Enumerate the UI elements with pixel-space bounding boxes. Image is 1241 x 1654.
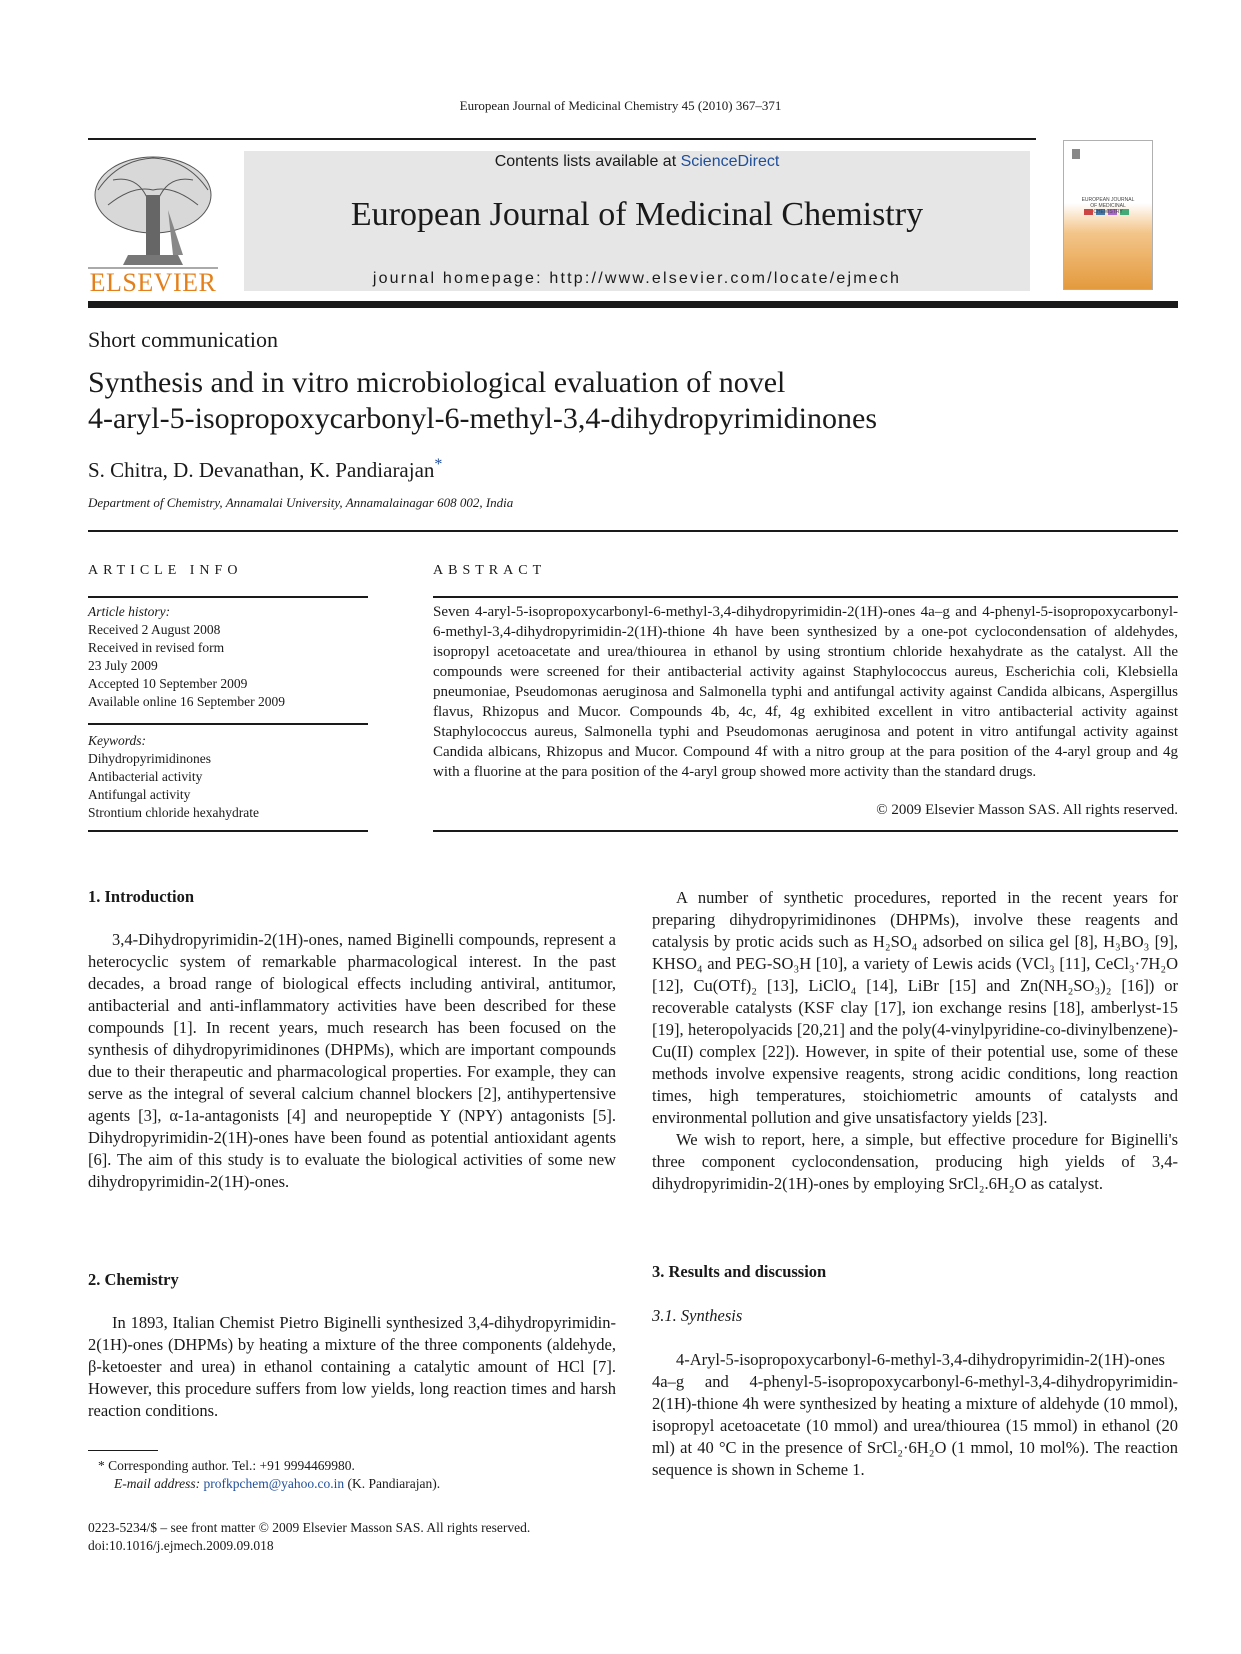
keywords-label: Keywords: — [88, 733, 146, 748]
journal-name: European Journal of Medicinal Chemistry — [350, 196, 924, 233]
elsevier-wordmark: ELSEVIER — [89, 268, 217, 297]
front-matter — [88, 1519, 616, 1555]
right-column-body — [652, 887, 1178, 1195]
corresponding-footnote — [88, 1457, 616, 1493]
abstract-text: Seven 4-aryl-5-isopropoxycarbonyl-6-methyl-3,4-dihydropyrimidin-2(1H)-ones 4a–g and 4-phenyl-5-isopropoxycarbonyl-6-methyl-3,4-dihydropyrimidin-2(1H)-thione 4h have been synthesized by a one-pot cyclocondensation of aldehydes, isopropyl acetoacetate and urea/thiourea in ethanol by using strontium chloride hexahydrate as the catalyst. All the compounds were screened for their antibacterial activity against Staphylococcus aureus, Escherichia coli, Klebsiella pneumoniae, Pseudomonas aeruginosa and Salmonella typhi and antifungal activity against Candida albicans, Aspergillus flavus, Rhizopus and Mucor. Compounds 4b, 4c, 4f, 4g exhibited excellent in vitro antibacterial activity against Staphylococcus aureus, Salmonella typhi and Pseudomonas aeruginosa and potent in vitro antifungal activity against Candida albicans, Rhizopus and Mucor. Compound 4f with a nitro group at the para position of the 4-aryl group and 4g with a fluorine at the para position of the 4-aryl group showed more activity than the standard drugs. — [433, 604, 1178, 780]
chemistry-body — [88, 1312, 616, 1422]
paragraph: We wish to report, here, a simple, but effective procedure for Biginelli's three component cyclocondensation, producing high yields of 3,4-dihydropyrimidin-2(1H)-ones by employing SrCl₂.6H₂O as catalyst. — [652, 1130, 1178, 1193]
abstract-rule — [433, 596, 1178, 598]
history-item: Received in revised form — [88, 640, 225, 655]
journal-cover-thumbnail — [1063, 140, 1153, 290]
article-info-heading: ARTICLE INFO — [88, 563, 243, 578]
corresponding-author-note: * Corresponding author. Tel.: +91 9994469980. — [98, 1458, 355, 1473]
title-bottom-rule — [88, 530, 1178, 532]
history-label: Article history: — [88, 604, 171, 619]
author-list — [88, 456, 442, 483]
cover-artwork — [1064, 141, 1152, 289]
introduction-body — [88, 929, 616, 1193]
email-line — [88, 1475, 616, 1493]
email-link[interactable]: profkpchem@yahoo.co.in — [203, 1476, 345, 1491]
section-heading-results: 3. Results and discussion — [652, 1262, 827, 1281]
title-line-1: Synthesis and in vitro microbiological evaluation of novel — [88, 366, 786, 399]
abstract-bottom-rule — [433, 830, 1178, 832]
title-line-2: 4-aryl-5-isopropoxycarbonyl-6-methyl-3,4-dihydropyrimidinones — [88, 402, 877, 435]
article-info-rule — [88, 596, 368, 598]
keyword-item: Dihydropyrimidinones — [88, 751, 211, 766]
section-heading-introduction: 1. Introduction — [88, 887, 195, 906]
sciencedirect-link[interactable]: ScienceDirect — [680, 153, 780, 170]
article-title — [88, 365, 1168, 437]
issn-line: 0223-5234/$ – see front matter © 2009 Elsevier Masson SAS. All rights reserved. — [88, 1520, 531, 1535]
keywords-rule — [88, 723, 368, 725]
footnote-rule — [88, 1450, 158, 1451]
article-type: Short communication — [88, 327, 279, 352]
keyword-item: Strontium chloride hexahydrate — [88, 805, 259, 820]
affiliation: Department of Chemistry, Annamalai University, Annamalainagar 608 002, India — [88, 495, 514, 510]
contents-prefix: Contents lists available at — [494, 153, 681, 170]
history-item: Received 2 August 2008 — [88, 622, 221, 637]
article-info-bottom-rule — [88, 830, 368, 832]
authors: S. Chitra, D. Devanathan, K. Pandiarajan — [88, 458, 435, 482]
corresponding-author-mark[interactable]: * — [434, 456, 443, 473]
section-heading-chemistry: 2. Chemistry — [88, 1270, 179, 1289]
keyword-item: Antifungal activity — [88, 787, 191, 802]
subsection-heading-synthesis: 3.1. Synthesis — [652, 1306, 743, 1325]
paragraph: 3,4-Dihydropyrimidin-2(1H)-ones, named Biginelli compounds, represent a heterocyclic system of remarkable pharmacological interest. In the past decades, a broad range of biological effects including antiviral, antitumor, antibacterial and anti-inflammatory activities have been described for these compounds [1]. In recent years, much research has been focused on the synthesis of dihydropyrimidinones (DHPMs), which are important compounds due to their therapeutic and pharmacological properties. For example, they can serve as the integral of several calcium channel blockers [2], antihypertensive agents [3], α-1a-antagonists [4] and neuropeptide Y (NPY) antagonists [5]. Dihydropyrimidin-2(1H)-ones have been found as potential antioxidant agents [6]. The aim of this study is to evaluate the biological activities of some new dihydropyrimidin-2(1H)-ones. — [88, 930, 616, 1191]
keyword-item: Antibacterial activity — [88, 769, 203, 784]
history-item: 23 July 2009 — [88, 658, 158, 673]
abstract-copyright: © 2009 Elsevier Masson SAS. All rights reserved. — [876, 802, 1178, 818]
email-label: E-mail address: — [114, 1476, 204, 1491]
paragraph: In 1893, Italian Chemist Pietro Biginelli synthesized 3,4-dihydropyrimidin-2(1H)-ones (DHPMs) by heating a mixture of the three components (aldehyde, β-ketoester and urea) in ethanol containing a catalytic amount of HCl [7]. However, this procedure suffers from low yields, long reaction times and harsh reaction conditions. — [88, 1313, 616, 1420]
contents-line — [244, 153, 1030, 171]
article-history — [88, 603, 368, 711]
header-top-rule — [88, 138, 1036, 140]
cover-title: EUROPEAN JOURNAL OF MEDICINAL CHEMISTRY — [1081, 197, 1135, 215]
history-item: Accepted 10 September 2009 — [88, 676, 248, 691]
email-suffix: (K. Pandiarajan). — [344, 1476, 441, 1491]
header-bottom-rule — [88, 301, 1178, 308]
journal-homepage[interactable]: journal homepage: http://www.elsevier.com/locate/ejmech — [372, 270, 902, 287]
paragraph: A number of synthetic procedures, reported in the recent years for preparing dihydropyrimidinones (DHPMs), involve these reagents and catalysis by protic acids such as H₂SO₄ adsorbed on silica gel [8], H₃BO₃ [9], KHSO₄ and PEG-SO₃H [10], a variety of Lewis acids (VCl₃ [11], CeCl₃·7H₂O [12], Cu(OTf)₂ [13], LiClO₄ [14], LiBr [15] and Zn(NH₂SO₃)₂ [16]) or recoverable catalysts (KSF clay [17], ion exchange resins [18], amberlyst-15 [19], heteropolyacids [20,21] and the poly(4-vinylpyridine-co-divinylbenzene)-Cu(II) complex [22]). However, in spite of their potential use, some of these methods involve expensive reagents, strong acidic conditions, long reaction times, high temperatures, stoichiometric amounts of catalysts and environmental pollution and give unsatisfactory yields [23]. — [652, 888, 1178, 1127]
keywords — [88, 732, 368, 822]
paragraph: 4-Aryl-5-isopropoxycarbonyl-6-methyl-3,4-dihydropyrimidin-2(1H)-ones 4a–g and 4-phenyl-5-isopropoxycarbonyl-6-methyl-3,4-dihydropyrimidin-2(1H)-thione 4h were synthesized by heating a mixture of aldehyde (10 mmol), isopropyl acetoacetate (10 mmol) and urea/thiourea (15 mmol) in ethanol (20 ml) at 40 °C in the presence of SrCl₂·6H₂O (1 mmol, 10 mol%). The reaction sequence is shown in Scheme 1. — [652, 1350, 1178, 1479]
doi-line[interactable]: doi:10.1016/j.ejmech.2009.09.018 — [88, 1538, 274, 1553]
abstract-heading: ABSTRACT — [433, 563, 547, 578]
journal-citation: European Journal of Medicinal Chemistry 45 (2010) 367–371 — [459, 98, 782, 113]
synthesis-body — [652, 1349, 1178, 1481]
history-item: Available online 16 September 2009 — [88, 694, 285, 709]
